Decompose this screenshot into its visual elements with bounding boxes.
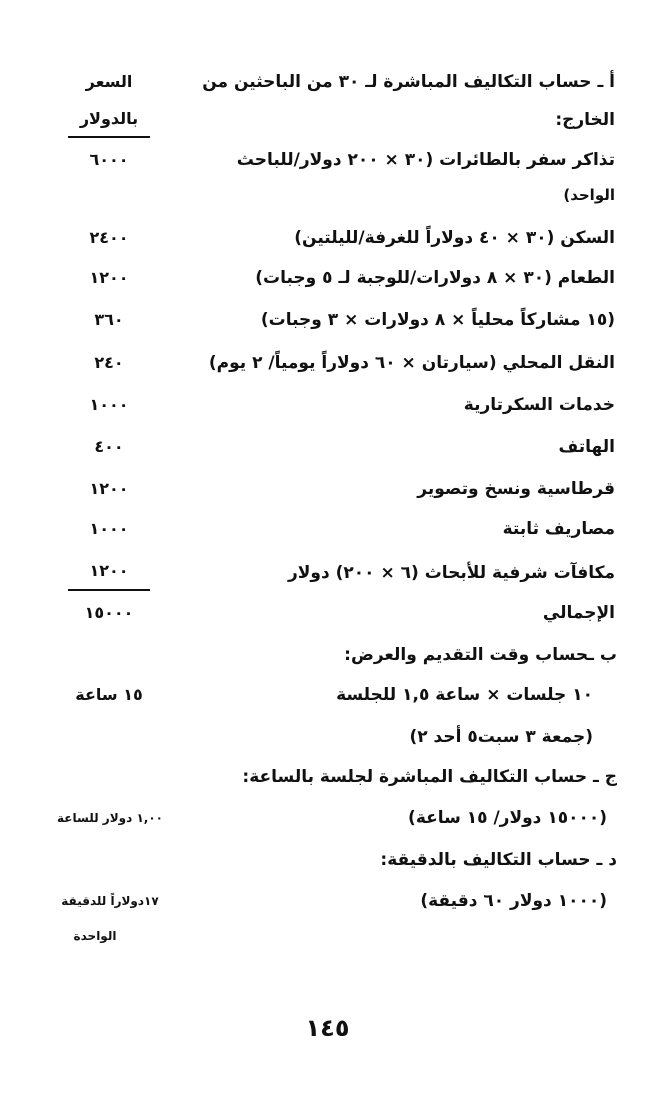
section-d-row-2 (0, 916, 655, 956)
cost-amount: ٤٠٠ (94, 437, 124, 456)
price-column-unit: بالدولار (68, 102, 150, 138)
cost-amount: ١٠٠٠ (89, 395, 129, 414)
total-amount: ١٥٠٠٠ (84, 603, 134, 622)
cost-amount: ١٢٠٠ (89, 479, 129, 498)
cost-row (0, 509, 655, 549)
cost-row (0, 385, 655, 425)
total-row (0, 593, 655, 633)
cost-description: الطعام (٣٠ × ٨ دولارات/للوجبة لـ ٥ وجبات) (255, 268, 615, 288)
cost-amount: ١٢٠٠ (68, 553, 150, 591)
cost-description: خدمات السكرتارية (463, 395, 615, 415)
section-a-heading-row (0, 62, 655, 102)
section-d-row (0, 881, 655, 921)
page-number: ١٤٥ (305, 1014, 350, 1042)
section-c-amount: ١,٠٠ دولار للساعة (57, 811, 163, 825)
cost-description: السكن (٣٠ × ٤٠ دولاراً للغرفة/لليلتين) (294, 228, 615, 248)
cost-amount: ١٠٠٠ (89, 519, 129, 538)
section-c-heading: ج ـ حساب التكاليف المباشرة لجلسة بالساعة: (242, 767, 617, 787)
section-d-amount: ١٧دولاراً للدقيقة (61, 894, 159, 908)
section-a-heading-row-2 (0, 100, 655, 140)
cost-description: (١٥ مشاركاً محلياً × ٨ دولارات × ٣ وجبات) (260, 310, 615, 330)
section-b-row (0, 675, 655, 715)
cost-amount: ٣٦٠ (94, 310, 124, 329)
cost-description: الواحد) (563, 186, 615, 204)
cost-description: مكافآت شرفية للأبحاث (٦ × ٢٠٠) دولار (287, 563, 615, 583)
cost-row (0, 343, 655, 383)
section-d-heading: د ـ حساب التكاليف بالدقيقة: (380, 850, 617, 870)
cost-amount: ١٢٠٠ (89, 268, 129, 287)
cost-description: النقل المحلي (سيارتان × ٦٠ دولاراً يومياً/ ٢ يوم) (208, 353, 615, 373)
section-b-heading-row (0, 635, 655, 675)
cost-row (0, 427, 655, 467)
cost-row (0, 300, 655, 340)
section-b-amount: ١٥ ساعة (75, 685, 143, 704)
cost-amount: ٢٤٠٠ (89, 228, 129, 247)
section-c-heading-row (0, 757, 655, 797)
cost-row (0, 258, 655, 298)
cost-row (0, 218, 655, 258)
cost-row (0, 553, 655, 593)
section-b-line: ١٠ جلسات × ساعة ١,٥ للجلسة (336, 685, 593, 705)
cost-description: مصاريف ثابتة (502, 519, 615, 539)
cost-row (0, 175, 655, 215)
cost-description: قرطاسية ونسخ وتصوير (417, 479, 615, 499)
cost-description: الهاتف (558, 437, 615, 457)
section-b-days: (جمعة ٣ سبت٥ أحد ٢) (409, 727, 593, 747)
cost-row (0, 140, 655, 180)
section-d-heading-row (0, 840, 655, 880)
section-d-line: (١٠٠٠ دولار ٦٠ دقيقة) (420, 891, 607, 911)
cost-amount: ٢٤٠ (94, 353, 124, 372)
total-label: الإجمالي (542, 603, 615, 623)
price-column-label: السعر (85, 72, 133, 91)
section-a-heading-cont: الخارج: (555, 110, 615, 130)
section-b-row (0, 717, 655, 757)
section-c-row (0, 798, 655, 838)
section-b-heading: ب ـحساب وقت التقديم والعرض: (344, 645, 617, 665)
cost-description: تذاكر سفر بالطائرات (٣٠ × ٢٠٠ دولار/للباحث (236, 150, 615, 170)
cost-amount: ٦٠٠٠ (89, 150, 129, 169)
cost-row (0, 469, 655, 509)
section-a-heading: أ ـ حساب التكاليف المباشرة لـ ٣٠ من الباحثين من (202, 72, 615, 92)
section-d-amount-cont: الواحدة (73, 929, 117, 943)
section-c-line: (١٥٠٠٠ دولار/ ١٥ ساعة) (408, 808, 607, 828)
